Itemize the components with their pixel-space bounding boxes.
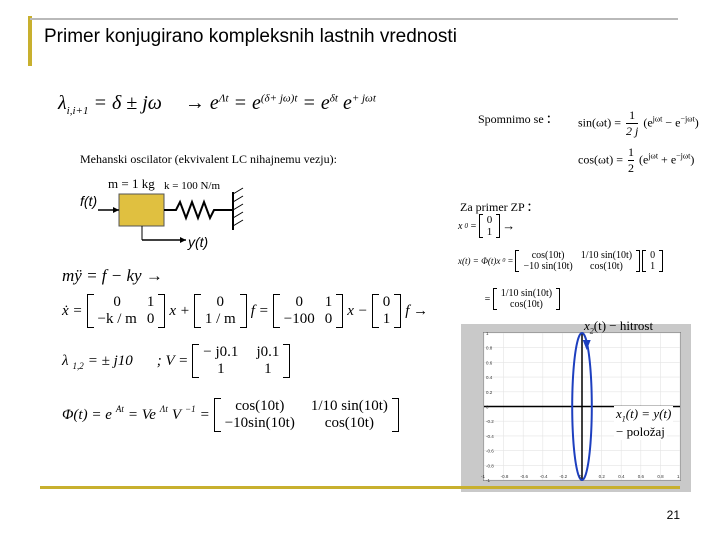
phi-mid: = Ve xyxy=(127,406,156,423)
exp-4: e xyxy=(342,92,352,114)
sin-identity: sin(ωt) = $\frac{1}{2 j}$ $(e^{j\omega t} - e^{-j\omega t})$ xyxy=(578,108,699,138)
y-tick-label: 0.6 xyxy=(486,360,493,366)
matrix-b-symbolic: 0 1 / m xyxy=(194,294,247,328)
vector-result: 1/10 sin(10t) cos(10t) xyxy=(493,288,560,310)
lambda-subscript: i,i+1 xyxy=(66,105,89,117)
mass-label: m = 1 kg xyxy=(108,176,155,191)
force-label: f(t) xyxy=(80,193,98,209)
x-tick-label: -0.6 xyxy=(520,474,528,479)
y-tick-label: -0.8 xyxy=(486,463,494,469)
phi-equals: = xyxy=(199,406,210,423)
matrix-xt: cos(10t) 1/10 sin(10t) −10 sin(10t) cos(10t) xyxy=(515,250,640,272)
matrix-a-numeric: 0 1 −100 0 xyxy=(273,294,343,328)
y-tick-label: 0.4 xyxy=(486,375,493,381)
newton-rhs: = f − ky → xyxy=(86,266,163,285)
eigen-rhs: = δ ± jω xyxy=(93,92,162,114)
spring xyxy=(164,202,232,218)
y-tick-label: 0.2 xyxy=(486,389,493,395)
newton-lhs: mÿ xyxy=(62,266,82,285)
cos-lhs: cos(ωt) = xyxy=(578,152,623,167)
x2-axis-label: $x_2(t)$ − hitrost xyxy=(584,318,654,336)
displacement-label: y(t) xyxy=(188,234,209,250)
exp-sup-3: δt xyxy=(329,92,338,105)
page-number: 21 xyxy=(666,508,680,522)
eigen-values-vectors: λ $_{1,2}$ = ± j10 ; V = − j0.1 j0.1 1 1 xyxy=(62,344,290,378)
matrix-a-symbolic: 0 1 −k / m 0 xyxy=(87,294,166,328)
slide-title: Primer konjugirano kompleksnih lastnih vrednosti xyxy=(44,26,457,47)
x1-axis-label: $x_1(t) = y(t)$ xyxy=(616,406,672,424)
y-tick-label: 1 xyxy=(486,331,489,336)
phi-lhs: Φ(t) = e xyxy=(62,406,112,423)
x-tick-label: 0.4 xyxy=(618,474,625,479)
eigenvalue-equation xyxy=(58,92,376,117)
arrow: → xyxy=(184,92,205,114)
x-tick-label: -0.4 xyxy=(539,474,548,479)
sin-fraction: $\frac{1}{2 j}$ xyxy=(626,108,639,138)
matrix-b-numeric: 0 1 xyxy=(372,294,402,328)
x-tick-label: 0.2 xyxy=(598,474,605,479)
exp-3: = e xyxy=(302,92,330,114)
state-f-equals: f = xyxy=(250,302,269,319)
x1-axis-label-2: − položaj xyxy=(616,424,665,439)
oscillator-caption: Mehanski oscilator (ekvivalent LC nihajnemu vezju): xyxy=(80,152,337,166)
lambda-symbol-2: λ xyxy=(62,352,69,369)
zp-arrow: → xyxy=(502,218,516,233)
x-tick-label: -0.8 xyxy=(500,474,509,479)
zp-label: Za primer ZP : xyxy=(460,198,532,215)
v-label: ; V = xyxy=(156,352,189,369)
vector-x0: 0 1 xyxy=(479,214,501,238)
vector-01: 0 1 xyxy=(642,250,663,272)
initial-state: x 0 = 0 1 → xyxy=(458,214,516,238)
phi-end: V xyxy=(171,406,181,423)
cos-identity: cos(ωt) = $\frac{1}{2}$ $(e^{j\omega t} + e^{-j\omega t})$ xyxy=(578,145,695,175)
top-rule xyxy=(30,18,678,20)
trajectory-arrow xyxy=(583,340,591,350)
y-tick-label: -0.6 xyxy=(486,448,494,454)
matrix-phi: cos(10t) 1/10 sin(10t) −10sin(10t) cos(10t) xyxy=(214,398,399,432)
state-equation xyxy=(62,294,428,328)
sin-lhs: sin(ωt) = xyxy=(578,115,621,130)
lambda-symbol: λ xyxy=(58,92,67,114)
matrix-v: − j0.1 j0.1 1 1 xyxy=(192,344,290,378)
x-tick-label: 0.6 xyxy=(637,474,645,479)
x-tick-label: 1 xyxy=(677,474,680,479)
exp-e: e xyxy=(209,92,219,114)
exp-sup-2: (δ+ jω)t xyxy=(260,92,298,105)
state-x-plus: x + xyxy=(169,302,190,319)
state-x-minus: x − xyxy=(347,302,368,319)
reminder-label: Spomnimo se : xyxy=(478,110,552,127)
x-tick-label: 0 xyxy=(579,474,582,479)
y-tick-label: 0.8 xyxy=(486,345,493,351)
y-tick-label: -1 xyxy=(486,478,491,483)
spring-label: k = 100 N/m xyxy=(164,180,221,192)
exp-sup-4: + jωt xyxy=(351,92,376,105)
x-tick-label: -1 xyxy=(481,474,486,479)
y-tick-label: -0.4 xyxy=(486,433,494,439)
xt-lhs: x(t) = Φ(t)x xyxy=(458,256,501,266)
title-accent-bar xyxy=(28,16,32,66)
mass-block xyxy=(119,194,164,226)
exp-sup-1: Λt xyxy=(218,92,229,105)
x-tick-label: -0.2 xyxy=(559,474,568,479)
y-tick-label: -0.2 xyxy=(486,419,494,425)
y-tick-label: 0 xyxy=(486,404,489,410)
cos-fraction: $\frac{1}{2}$ xyxy=(628,145,634,175)
wall-hatch xyxy=(233,188,243,226)
transition-matrix-equation: Φ(t) = e $^{At}$ = Ve $^{\Lambda t}$ V $^{-1}$ = cos(10t) 1/10 sin(10t) −10sin(10t) cos(10t) xyxy=(62,398,399,432)
state-lhs: ẋ = xyxy=(62,302,83,319)
newton-equation xyxy=(62,266,163,286)
state-f-arrow: f → xyxy=(405,302,429,319)
x0-symbol: x xyxy=(458,220,463,232)
exp-2: = e xyxy=(233,92,261,114)
state-result: = 1/10 sin(10t) cos(10t) xyxy=(484,288,560,310)
bottom-rule xyxy=(40,486,680,489)
x-tick-label: 0.8 xyxy=(657,474,664,479)
state-solution: x(t) = Φ(t)x 0 = cos(10t) 1/10 sin(10t) −10 sin(10t) cos(10t) 0 1 xyxy=(458,250,663,272)
lambda-values: = ± j10 xyxy=(87,352,133,369)
